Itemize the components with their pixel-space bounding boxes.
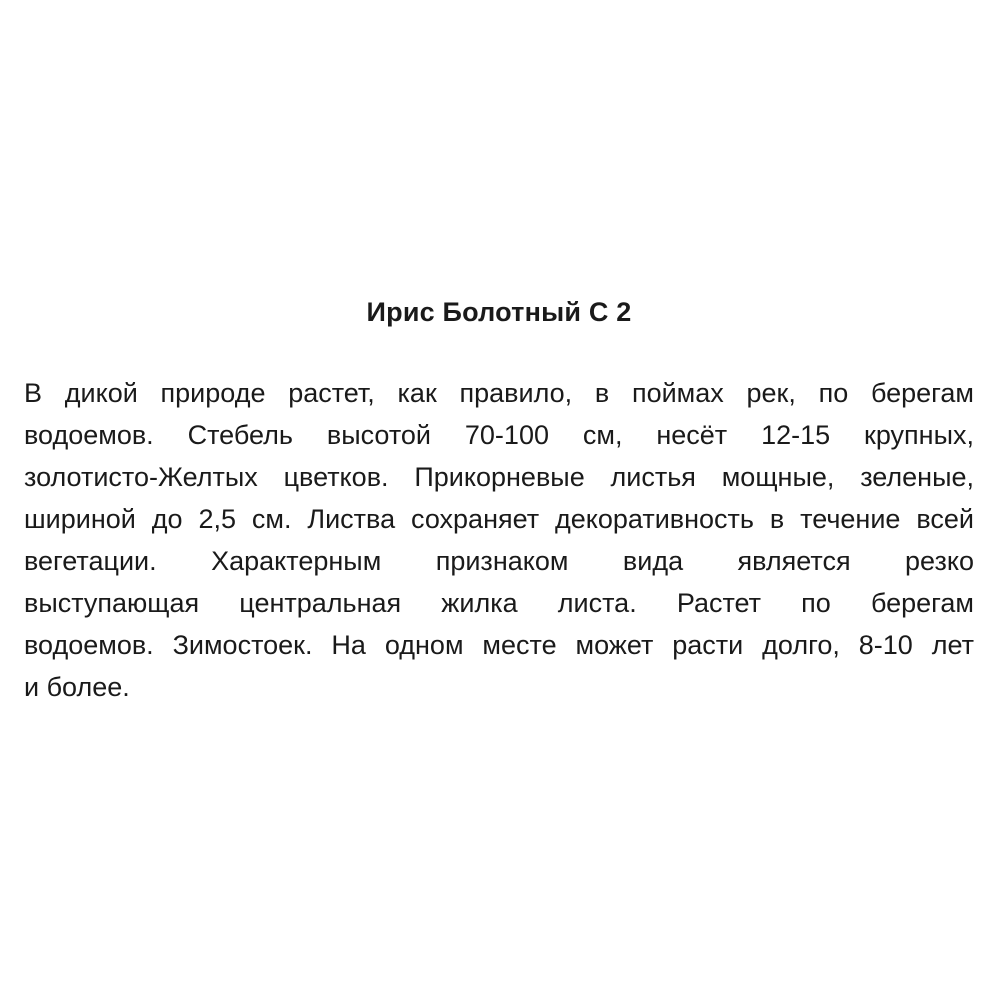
paragraph-line: водоемов. Стебель высотой 70-100 см, несёт 12-15 крупных, [24, 420, 974, 450]
description-paragraph [24, 372, 974, 708]
document [24, 292, 974, 708]
paragraph-line: выступающая центральная жилка листа. Растет по берегам [24, 588, 974, 618]
document-title: Ирис Болотный С 2 [366, 297, 632, 327]
paragraph-line: водоемов. Зимостоек. На одном месте может расти долго, 8-10 лет [24, 630, 974, 660]
paragraph-line: В дикой природе растет, как правило, в поймах рек, по берегам [24, 378, 974, 408]
paragraph-line: вегетации. Характерным признаком вида является резко [24, 546, 974, 576]
paragraph-line: золотисто-Желтых цветков. Прикорневые листья мощные, зеленые, [24, 462, 974, 492]
paragraph-line: шириной до 2,5 см. Листва сохраняет декоративность в течение всей [24, 504, 974, 534]
paragraph-line: и более. [24, 672, 130, 702]
